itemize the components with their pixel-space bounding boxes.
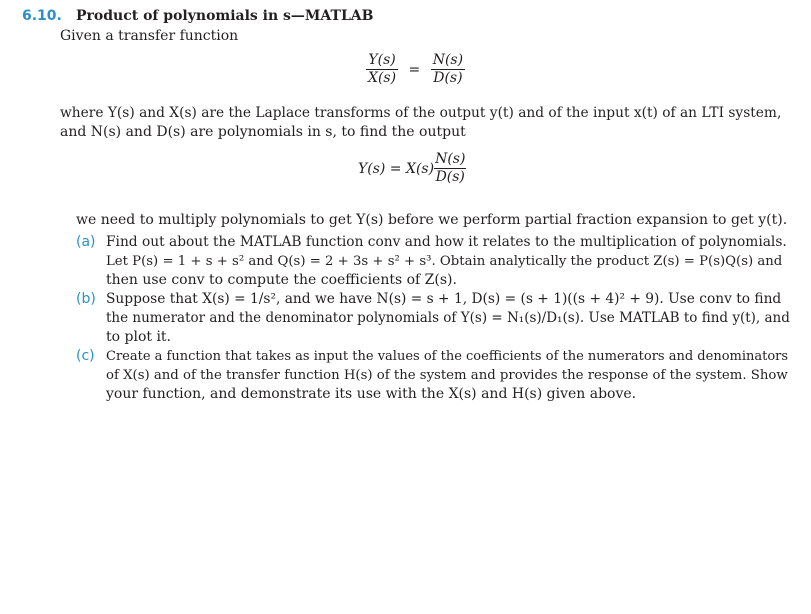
item-b-line-1: Suppose that X(s) = 1/s², and we have N(s) = s + 1, D(s) = (s + 1)((s + 4)² + 9). Use conv to find: [106, 291, 782, 307]
item-c-line-1: Create a function that takes as input the values of the coefficients of the numerators and denominators: [106, 349, 789, 364]
item-c-line-3: your function, and demonstrate its use with the X(s) and H(s) given above.: [106, 386, 637, 402]
item-b-line-3: to plot it.: [106, 329, 172, 345]
eq2-numerator: N(s): [435, 151, 466, 167]
item-a-line-3: then use conv to compute the coefficients of Z(s).: [106, 272, 457, 288]
need-sentence: we need to multiply polynomials to get Y(s) before we perform partial fraction expansion to get y(t).: [76, 212, 788, 228]
eq2-denominator: D(s): [435, 169, 465, 185]
output-equation: [358, 151, 466, 186]
item-c-label: (c): [76, 348, 95, 364]
problem-intro: Given a transfer function: [60, 28, 239, 44]
item-a-line-1: Find out about the MATLAB function conv and how it relates to the multiplication of polynomials.: [106, 234, 787, 250]
eq1-lhs-numerator: Y(s): [366, 52, 398, 70]
eq1-rhs-denominator: D(s): [433, 70, 463, 86]
item-a-label: (a): [76, 234, 96, 250]
item-b-label: (b): [76, 291, 96, 307]
item-c-line-2: of X(s) and of the transfer function H(s) of the system and provides the response of the system. Show: [106, 368, 788, 383]
eq2-lhs: Y(s) = X(s): [358, 160, 435, 177]
eq1-lhs-denominator: X(s): [368, 70, 397, 86]
where-line-2: and N(s) and D(s) are polynomials in s, to find the output: [60, 124, 466, 140]
item-b-line-2: the numerator and the denominator polynomials of Y(s) = N₁(s)/D₁(s). Use MATLAB to find y(t), and: [106, 310, 790, 326]
eq1-rhs-numerator: N(s): [432, 52, 464, 68]
problem-number: 6.10.: [22, 8, 62, 24]
eq1-equals: =: [408, 61, 421, 78]
problem-title: Product of polynomials in s—MATLAB: [76, 8, 374, 24]
where-line-1: where Y(s) and X(s) are the Laplace transforms of the output y(t) and of the input x(t) of an LTI system,: [60, 105, 782, 121]
item-a-line-2: Let P(s) = 1 + s + s² and Q(s) = 2 + 3s + s² + s³. Obtain analytically the product Z(s) = P(s)Q(s) and: [106, 254, 783, 269]
transfer-function-equation: [366, 52, 465, 87]
